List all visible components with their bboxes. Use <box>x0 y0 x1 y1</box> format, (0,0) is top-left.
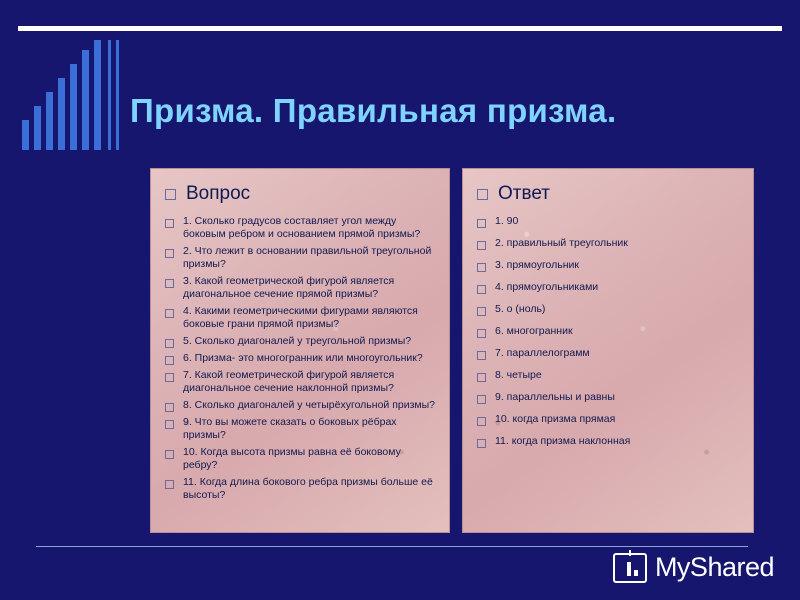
question-panel-header <box>151 169 449 211</box>
bullet-square-icon <box>165 339 174 348</box>
list-item-text: 8. Сколько диагоналей у четырёхугольной призмы? <box>183 399 435 411</box>
list-item-text: 3. Какой геометрической фигурой является диагональное сечение прямой призмы? <box>183 275 395 300</box>
answer-list <box>463 211 753 448</box>
myshared-logo <box>613 552 774 583</box>
list-item-text: 4. Какими геометрическими фигурами являются боковые грани прямой призмы? <box>183 305 418 330</box>
list-item <box>477 391 741 404</box>
list-item <box>477 347 741 360</box>
list-item <box>477 259 741 272</box>
list-item-text: 2. Что лежит в основании правильной треугольной призмы? <box>183 245 432 270</box>
bullet-square-icon <box>477 439 486 448</box>
bullet-square-icon <box>165 450 174 459</box>
list-item-text: 4. прямоугольниками <box>495 281 599 293</box>
bullet-square-icon <box>165 309 174 318</box>
list-item-text: 8. четыре <box>495 369 542 381</box>
list-item <box>165 305 437 331</box>
bullet-square-icon <box>477 219 486 228</box>
list-item <box>477 435 741 448</box>
bullet-square-icon <box>477 329 486 338</box>
list-item <box>477 303 741 316</box>
bullet-square-icon <box>165 403 174 412</box>
question-panel-title: Вопрос <box>186 183 251 204</box>
list-item-text: 11. Когда длина бокового ребра призмы больше её высоты? <box>183 476 433 501</box>
bullet-square-icon <box>165 373 174 382</box>
list-item-text: 7. Какой геометрической фигурой является диагональное сечение наклонной призмы? <box>183 369 395 394</box>
question-list <box>151 211 449 502</box>
list-item-text: 5. Сколько диагоналей у треугольной призмы? <box>183 335 412 347</box>
bullet-square-icon <box>165 249 174 258</box>
list-item <box>165 352 437 365</box>
bullet-square-icon <box>165 480 174 489</box>
bullet-square-icon <box>477 285 486 294</box>
bullet-square-icon <box>477 263 486 272</box>
bullet-square-icon <box>477 373 486 382</box>
bullet-square-icon <box>477 189 488 200</box>
list-item <box>477 281 741 294</box>
answer-panel <box>462 168 754 533</box>
bullet-square-icon <box>477 307 486 316</box>
list-item <box>165 416 437 442</box>
list-item-text: 5. о (ноль) <box>495 303 546 315</box>
bullet-square-icon <box>165 189 176 200</box>
list-item <box>477 413 741 426</box>
list-item <box>165 399 437 412</box>
bullet-square-icon <box>165 356 174 365</box>
list-item-text: 10. когда призма прямая <box>495 413 616 425</box>
list-item-text: 9. параллельны и равны <box>495 391 615 403</box>
list-item <box>477 325 741 338</box>
list-item-text: 9. Что вы можете сказать о боковых рёбрах призмы? <box>183 416 397 441</box>
list-item <box>165 275 437 301</box>
list-item <box>477 215 741 228</box>
list-item-text: 7. параллелограмм <box>495 347 590 359</box>
list-item <box>165 335 437 348</box>
question-panel <box>150 168 450 533</box>
list-item <box>477 237 741 250</box>
bullet-square-icon <box>165 219 174 228</box>
bullet-square-icon <box>477 395 486 404</box>
bullet-square-icon <box>165 279 174 288</box>
list-item <box>165 476 437 502</box>
bullet-square-icon <box>165 420 174 429</box>
bullet-square-icon <box>477 241 486 250</box>
list-item-text: 11. когда призма наклонная <box>495 435 631 447</box>
list-item <box>165 215 437 241</box>
list-item <box>165 446 437 472</box>
list-item <box>165 369 437 395</box>
list-item <box>477 369 741 382</box>
list-item-text: 3. прямоугольник <box>495 259 580 271</box>
list-item-text: 2. правильный треугольник <box>495 237 628 249</box>
bullet-square-icon <box>477 351 486 360</box>
list-item <box>165 245 437 271</box>
list-item-text: 1. 90 <box>495 215 519 227</box>
bottom-divider <box>36 546 748 547</box>
decorative-bars <box>22 40 142 150</box>
list-item-text: 1. Сколько градусов составляет угол между боковым ребром и основанием прямой призмы? <box>183 215 421 240</box>
list-item-text: 6. многогранник <box>495 325 573 337</box>
list-item-text: 10. Когда высота призмы равна её боковому ребру? <box>183 446 401 471</box>
answer-panel-title: Ответ <box>498 183 550 204</box>
bullet-square-icon <box>477 417 486 426</box>
top-divider <box>18 26 782 31</box>
page-title: Призма. Правильная призма. <box>130 92 617 130</box>
presentation-chart-icon <box>613 553 647 583</box>
answer-panel-header <box>463 169 753 211</box>
list-item-text: 6. Призма- это многогранник или многоугольник? <box>183 352 423 364</box>
logo-text: MyShared <box>654 552 774 582</box>
